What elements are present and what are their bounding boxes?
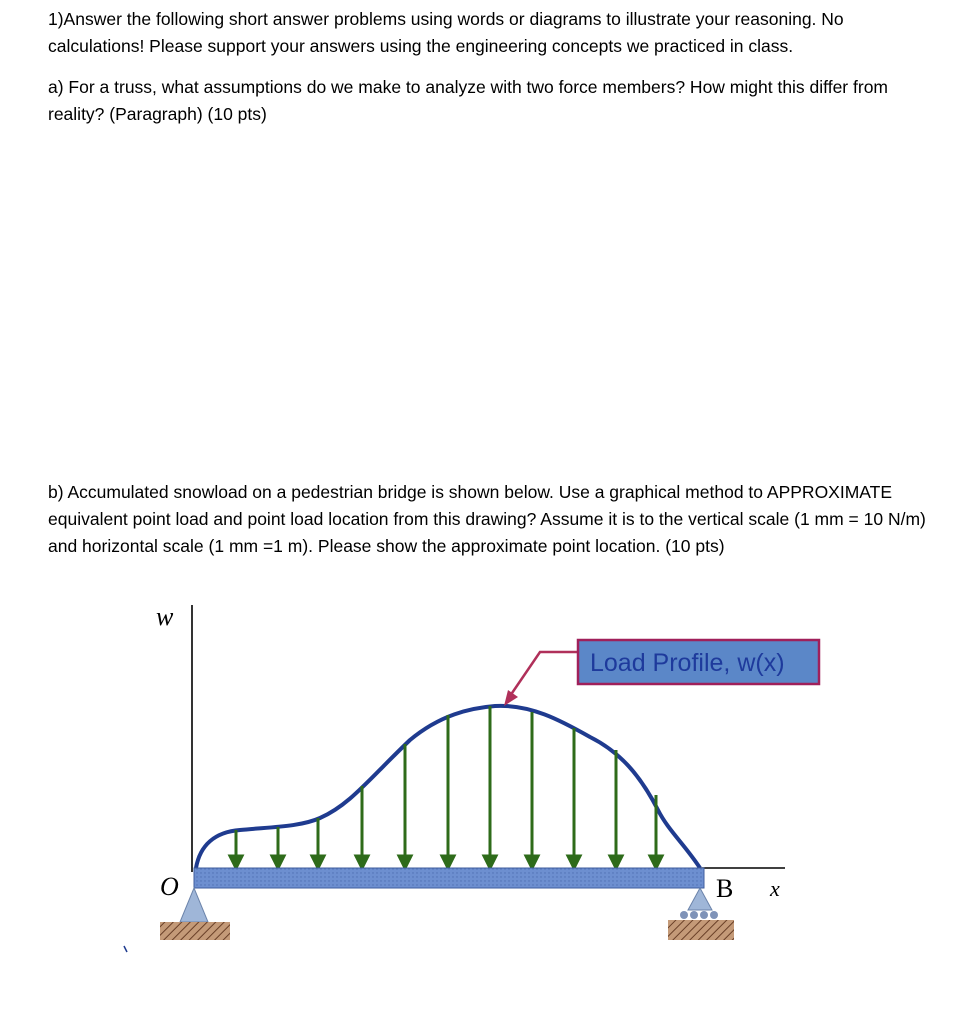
load-arrowhead [272,856,284,868]
load-arrowhead [568,856,580,868]
load-arrowhead [526,856,538,868]
stray-mark [124,946,127,952]
x-axis-label: x [770,876,780,901]
callout-leader-arrowhead [504,690,518,706]
load-arrowhead [230,856,242,868]
load-arrows [230,706,662,868]
load-arrowhead [650,856,662,868]
load-arrowhead [610,856,622,868]
load-arrowhead [312,856,324,868]
answer-space [48,140,928,460]
origin-label: O [160,872,179,901]
question-intro: 1)Answer the following short answer problems using words or diagrams to illustrate your reasoning. No calculations! Please support your answers using the engineering concepts we practiced in class. [48,9,844,56]
callout-label: Load Profile, w(x) [590,649,785,677]
w-axis-label: w [156,602,174,631]
snowload-diagram [0,590,972,970]
load-arrowhead [399,856,411,868]
load-arrowhead [356,856,368,868]
end-label: B [716,874,734,903]
question-part-a: a) For a truss, what assumptions do we make to analyze with two force members? How might this differ from reality? (Paragraph) (10 pts) [48,77,888,124]
question-part-b: b) Accumulated snowload on a pedestrian bridge is shown below. Use a graphical method to APPROXIMATE equivalent point load and point load location from this drawing? Assume it is to the vertical scale (1 mm = 10 N/m) and horizontal scale (1 mm =1 m). Please show the approximate point location. (10 pts) [48,482,926,556]
callout-leader [510,652,578,696]
bridge-beam [194,868,704,888]
load-arrowhead [442,856,454,868]
load-arrowhead [484,856,496,868]
